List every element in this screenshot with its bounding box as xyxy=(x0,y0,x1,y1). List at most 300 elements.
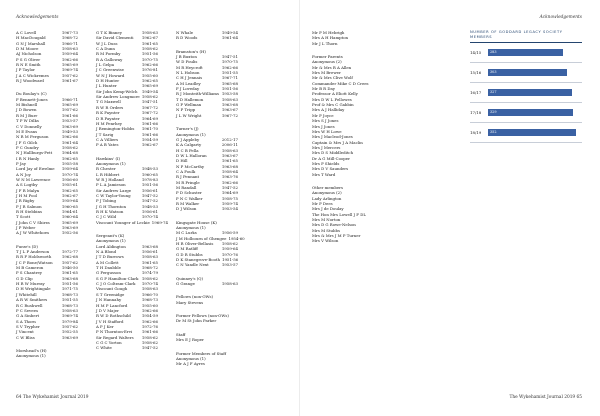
section-heading-text: Hawkins' (I) xyxy=(96,155,121,161)
donor-name: G D Clip xyxy=(16,275,33,281)
donor-years: 1955-58 xyxy=(61,160,78,166)
donor-name: Mrs A H Hampton xyxy=(312,35,349,41)
donor-name: A R W Smithers xyxy=(16,297,48,303)
donor-years: 1964-69 xyxy=(221,190,238,196)
donor-years: 1963-68 xyxy=(141,243,158,249)
donor-name: C N Yandle Next xyxy=(176,262,209,268)
donor-name: Anonymous (1) xyxy=(96,238,126,244)
donor-name: W N M Lawrence xyxy=(16,176,51,182)
donor-name: C G C Yorton xyxy=(96,339,122,345)
donor-years: 1958-75 xyxy=(221,195,238,201)
donor-years: 1962-67 xyxy=(141,142,158,148)
bar-fill: 327 xyxy=(488,89,572,96)
donor-name: P A B Yates xyxy=(96,142,119,148)
donor-years: 1972-77 xyxy=(61,249,78,255)
donor-years: 1949-53 xyxy=(61,128,78,134)
section-heading-text: Furze's (D) xyxy=(16,243,38,249)
donor-years: 1970-74 xyxy=(141,214,158,220)
donor-name: S T Greenidge xyxy=(96,291,125,297)
donor-name: Dr M St John Parker xyxy=(176,318,217,324)
donor-name: T G Maxwell xyxy=(96,99,121,105)
donor-name: A N Joy xyxy=(16,171,31,177)
donor-years: 1963-68 xyxy=(221,163,238,169)
donor-years: 1958-63 xyxy=(61,307,78,313)
donor-years: 1971-75 xyxy=(61,286,78,292)
donor-years: 1967-72 xyxy=(141,104,158,110)
donor-name: J John C V Shirra xyxy=(16,219,50,225)
section-heading-text: Quinney's (Q) xyxy=(176,275,203,281)
donor-years xyxy=(372,172,374,177)
donor-name: Mr P M Hebrigh xyxy=(312,30,345,35)
donor-name: Mrs W H Lowe xyxy=(312,128,342,134)
donor-name: J P Weber xyxy=(16,225,36,231)
donor-name: S A Thorn xyxy=(16,318,36,324)
donor-years: 1958-63 xyxy=(221,281,238,287)
donor-name: Mrs J Mercers xyxy=(312,144,341,150)
donor-years: 1968-73 xyxy=(61,302,78,308)
spacer xyxy=(176,343,238,347)
donor-years: 1962-65 xyxy=(141,78,158,84)
donor-years: 1947-51 xyxy=(221,54,238,60)
donor-years: 1970-74 xyxy=(141,281,158,287)
bar-track xyxy=(488,109,582,116)
donor-years: 1968-73 xyxy=(61,291,78,297)
donor-name: R A Galloway xyxy=(96,56,123,62)
donor-name: Mrs E J Roper xyxy=(176,337,204,343)
donor-name: C V Donnelly xyxy=(16,123,42,129)
section-heading-text: Other members xyxy=(312,184,343,190)
donor-years: 1954-60 xyxy=(228,235,245,241)
donor-years: 1959-64 xyxy=(61,198,78,204)
donor-name: C A Dunn xyxy=(96,46,115,52)
donor-name: Viscount Younger of Leckie xyxy=(96,219,150,225)
donor-years: 1968-72 xyxy=(61,35,78,41)
donor-years: 1969-74 xyxy=(151,219,168,225)
donor-years: 1965-69 xyxy=(61,102,78,108)
spacer xyxy=(312,46,374,50)
donor-name: Anonymous (1) xyxy=(176,225,206,230)
donor-years: 1947-52 xyxy=(221,184,238,190)
donor-years: 1951-55 xyxy=(61,297,78,303)
donor-name: W N J Howard xyxy=(96,72,125,78)
bar-row xyxy=(470,103,582,123)
donor-name: Mrs V Wilson xyxy=(312,238,339,244)
donor-years: 1958-63 xyxy=(61,46,78,52)
donor-years: 1947-52 xyxy=(141,345,158,351)
spacer xyxy=(176,41,238,45)
donor-name: Mr J L Thorn xyxy=(312,40,338,46)
donor-name: J L Gelpa xyxy=(96,62,115,68)
donor-name: Anonymous (2) xyxy=(312,59,342,65)
donor-years: 1958-62 xyxy=(141,46,158,52)
donor-years: 2006-11 xyxy=(221,142,238,148)
donor-years: 1967-71 xyxy=(221,75,238,81)
donor-years: 1962-66 xyxy=(61,134,78,140)
section-heading-text: Fellows (non-OWs) xyxy=(176,294,214,300)
donor-name: R M J Burr xyxy=(16,112,38,118)
bar-year: 18/19 xyxy=(470,130,482,135)
donor-name: Anonymous (1) xyxy=(16,353,46,359)
donor-name: W D Foulis xyxy=(176,59,198,65)
donor-years: 1969-74 xyxy=(61,67,78,73)
donor-name: S G P Hamilton-Clark xyxy=(96,275,139,281)
donor-years: 1962-65 xyxy=(61,187,78,193)
donor-name: C White xyxy=(96,345,112,351)
donor-name: G Fergusson xyxy=(96,270,121,276)
donor-name: R J Pennant xyxy=(176,174,200,180)
donor-name: R M Formby xyxy=(96,51,121,57)
donor-years: 1976-81 xyxy=(141,67,158,73)
donor-name: Sir Andrew Longmore xyxy=(96,94,140,100)
donor-years xyxy=(76,353,78,358)
donor-years: 1967-73 xyxy=(61,30,78,35)
donor-name: Commander Mike C D Crees xyxy=(312,80,369,86)
donor-years: 1955-60 xyxy=(141,302,158,308)
donor-name: Mr A J F Ayres xyxy=(176,361,205,367)
donor-years: 1947-52 xyxy=(141,192,158,198)
donor-name: Mrs P Shields xyxy=(312,160,340,166)
section-heading-text: Morshead's (H) xyxy=(16,347,47,353)
donor-name: P Jay xyxy=(16,160,26,166)
donor-years: 1968-73 xyxy=(141,297,158,303)
donor-name: I R N Hanly xyxy=(16,155,40,161)
folio-left: 64 The Wykehamist Journal 2019 xyxy=(16,395,89,400)
donor-name: J H M Pool xyxy=(16,192,38,198)
donor-name: F J Loveday xyxy=(176,86,200,92)
donor-name: P C Gundry xyxy=(16,144,39,150)
donor-name: J F R Malyn xyxy=(16,187,40,193)
spacer xyxy=(176,212,238,216)
donor-name: M Randall xyxy=(176,184,197,190)
donor-years: 1963-69 xyxy=(61,123,78,129)
donor-name: G T K Binney xyxy=(96,30,122,35)
donor-years: 1961-66 xyxy=(141,120,158,126)
donor-name: P L A Jamieson xyxy=(96,182,126,188)
donor-name: G N J Marshall xyxy=(16,40,46,46)
bar-track xyxy=(488,89,582,96)
donor-name: N Whale xyxy=(176,30,194,35)
donor-name: Anonymous (2) xyxy=(312,190,342,196)
donor-years: 1955-60 xyxy=(141,72,158,78)
donor-years: 1959-64 xyxy=(61,51,78,57)
donor-years: 1951-56 xyxy=(61,281,78,287)
donor-years: 1978-83 xyxy=(141,176,158,182)
donor-name: T H Daubble xyxy=(96,265,121,271)
donor-name: J C Greenwise xyxy=(96,67,124,73)
spacer xyxy=(176,286,238,290)
donor-name: Mrs J Jones xyxy=(312,123,335,129)
donor-name: T J L P Anderson xyxy=(16,249,50,255)
donor-name: A C Lovell xyxy=(16,30,37,35)
donor-name: C A Villiers xyxy=(96,136,119,142)
donor-name: J P Taylor xyxy=(16,67,35,73)
bar-track xyxy=(488,69,582,76)
donor-entry xyxy=(176,361,238,366)
donor-name: A S Logtby xyxy=(16,182,38,188)
donor-years: 1963-68 xyxy=(61,275,78,281)
donor-name: Mrs M Norton xyxy=(312,217,341,222)
donor-years: 2012-17 xyxy=(221,136,238,142)
donor-years: 1958-63 xyxy=(141,254,158,260)
donor-name: D K Stanegrove-Booth xyxy=(176,257,220,263)
donor-name: G A Sinbert xyxy=(16,313,40,319)
donor-name: G Grange xyxy=(176,281,195,287)
donor-years: 1966-70 xyxy=(141,291,158,297)
donor-years: 1970-75 xyxy=(141,56,158,62)
donor-years: 1951-56 xyxy=(141,182,158,188)
donor-name: D M Moore xyxy=(16,46,39,52)
donor-name: Mrs D S Middleditch xyxy=(312,150,354,156)
donor-years: 1966-71 xyxy=(61,40,78,46)
chart-bars xyxy=(470,43,582,143)
donor-years: 1962-66 xyxy=(61,56,78,62)
donor-name: M R Pringle xyxy=(176,179,200,185)
donor-years: 1953-57 xyxy=(61,118,78,124)
spacer xyxy=(312,177,374,181)
donor-years: 1962-66 xyxy=(141,62,158,68)
donor-column-3 xyxy=(176,30,245,367)
donor-name: Mr & Mrs R A Allen xyxy=(312,64,352,70)
spacer xyxy=(96,148,158,152)
donor-name: J D V Majer xyxy=(96,307,119,313)
donor-years: 1974-79 xyxy=(141,270,158,276)
donor-name: H M Penrhey xyxy=(96,120,122,126)
donor-name: R W R Orders xyxy=(96,104,124,110)
spacer xyxy=(16,83,78,87)
donor-name: R M Walker xyxy=(176,200,200,206)
donor-name: H C B Fella xyxy=(176,147,199,153)
donor-years: 1961-65 xyxy=(141,259,158,265)
section-heading-text: Du Boulay's (C) xyxy=(16,91,47,97)
donor-name: P C Severn xyxy=(16,307,38,313)
donor-years: 1951-55 xyxy=(221,70,238,76)
donor-years: 1963-67 xyxy=(221,152,238,158)
donor-name: Prof & Mrs C Gabbin xyxy=(312,102,354,108)
donor-years: 1956-60 xyxy=(61,176,78,182)
donor-years: 1947-51 xyxy=(141,99,158,105)
spacer xyxy=(176,305,238,309)
donor-name: Mrs D V Saunders xyxy=(312,166,349,172)
donor-years: 1951-56 xyxy=(141,51,158,57)
donor-years: 1960-65 xyxy=(61,203,78,209)
donor-years: 1958-62 xyxy=(221,241,238,247)
donor-name: Mrs T Ward xyxy=(312,171,336,177)
donor-name: Professor A Eliott Kelly xyxy=(312,91,358,97)
donor-years: 1958-63 xyxy=(141,30,158,35)
donor-name: M B Cameron xyxy=(16,265,44,271)
donor-name: P S G Oliver xyxy=(16,56,41,62)
donor-name: P J Tobing xyxy=(96,198,117,204)
donor-years: 1957-62 xyxy=(61,323,78,329)
donor-name: H R W Murray xyxy=(16,281,45,287)
donor-name: Anonymous (1) xyxy=(96,160,126,166)
donor-years: 1951-56 xyxy=(221,86,238,92)
donor-name: M C Lurks xyxy=(176,230,197,236)
donor-name: D J Wilson xyxy=(176,206,197,212)
donor-years: 1958-64 xyxy=(221,168,238,174)
donor-name: W J L Duss xyxy=(96,40,118,46)
spacer xyxy=(176,268,238,272)
bar-fill: 303 xyxy=(488,69,567,76)
donor-name: J D Bowen xyxy=(16,107,37,113)
donor-years: 1961-65 xyxy=(141,40,158,46)
donor-years: 1959-64 xyxy=(221,246,238,252)
donor-name: H M P Lancford xyxy=(96,302,128,308)
donor-years: 1947-52 xyxy=(141,198,158,204)
donor-name: G J Appleby xyxy=(176,136,200,142)
donor-name: Mrs & Mrs J M P Turner xyxy=(312,233,361,239)
donor-name: Captain & Mrs J A Maclin xyxy=(312,139,363,145)
donor-years: 1963-67 xyxy=(221,107,238,113)
donor-years: 1964-69 xyxy=(141,115,158,121)
donor-years: 1951-56 xyxy=(221,257,239,263)
donor-years: 1961-65 xyxy=(61,270,78,276)
section-heading-text: Kingsgate House (K) xyxy=(176,219,217,225)
donor-years: 1960-65 xyxy=(141,171,158,177)
donor-years: 1965-69 xyxy=(61,62,78,68)
donor-years: 1962-67 xyxy=(141,35,158,41)
donor-name: J L Hunter xyxy=(96,83,117,89)
spacer xyxy=(176,118,238,122)
donor-name: N R M Ferguson xyxy=(16,134,49,140)
donor-years: 1961-66 xyxy=(141,131,158,137)
donor-name: R Chester xyxy=(96,166,116,172)
bar-row xyxy=(470,83,582,103)
donor-name: N P Tripp xyxy=(176,107,196,113)
donor-name: D Hill xyxy=(176,158,188,164)
bar-fill: 352 xyxy=(488,129,576,136)
donor-name: Mrs J de Doulay xyxy=(312,206,344,212)
donor-name: J C P Bone/Watson xyxy=(16,259,53,265)
donor-name: S V Trypher xyxy=(16,323,40,329)
donor-years: 1961-64 xyxy=(61,139,78,145)
donor-name: P N C Walker xyxy=(176,195,203,201)
bar-fill: 329 xyxy=(488,109,573,116)
spacer xyxy=(16,340,78,344)
donor-years: 1958-62 xyxy=(141,334,158,340)
donor-name: H MacDougald xyxy=(16,35,46,41)
donor-years: 1952-55 xyxy=(61,329,78,335)
donor-name: A P J Ker xyxy=(96,323,114,329)
donor-name: J Whitehill xyxy=(16,291,37,297)
donor-years: 1962-66 xyxy=(141,318,158,324)
section-heading-text: Staff xyxy=(176,331,186,337)
donor-years: 1959-74 xyxy=(221,200,238,206)
donor-name: R D Woods xyxy=(176,35,198,41)
donor-years: 1968-72 xyxy=(141,265,158,271)
donor-name: R J Monteith-Williams xyxy=(176,91,219,97)
donor-name: C H J Jennais xyxy=(176,75,203,81)
donor-name: Mr & Mrs Clive Wolf xyxy=(312,75,353,81)
donor-years: 1961-65 xyxy=(221,158,238,164)
donor-years: 1960-64 xyxy=(61,214,78,220)
donor-years xyxy=(372,41,374,46)
donor-years: 1949-54 xyxy=(221,30,238,35)
donor-years: 1965-69 xyxy=(61,219,78,225)
donor-years: 1956-59 xyxy=(221,230,238,236)
donor-name: J R Rigby xyxy=(16,198,35,204)
donor-name: The Hon Mrs Lowell J F DL xyxy=(312,211,366,217)
donor-years: 1958-62 xyxy=(61,144,78,150)
donor-name: N J Hallburgs-Pett xyxy=(16,150,53,156)
donor-name: H R Oliver-Bellasis xyxy=(176,241,214,247)
donor-entry xyxy=(16,353,78,358)
donor-years: 1958-63 xyxy=(221,147,238,153)
donor-name: J L W Wright xyxy=(176,112,202,118)
donor-name: Sir Regard Walters xyxy=(96,334,134,340)
donor-name: N L Hobson xyxy=(176,70,200,76)
donor-years: 1958-62 xyxy=(141,275,158,281)
donor-years: 1966-71 xyxy=(61,96,78,102)
donor-years: 1963-69 xyxy=(61,334,78,340)
donor-entry xyxy=(312,238,374,243)
donor-name: G P Wellman xyxy=(176,102,202,108)
donor-name: C J O Coltram-Clark xyxy=(96,281,136,287)
donor-name: R W D Rothschild xyxy=(96,313,131,319)
donor-years xyxy=(236,300,238,305)
donor-years: 1970-75 xyxy=(221,59,238,65)
donor-name: R K Paynter xyxy=(96,110,120,116)
donor-name: P S Chantrey xyxy=(16,270,42,276)
donor-years xyxy=(372,238,374,243)
donor-name: Mary Stevens xyxy=(176,299,204,305)
donor-name: Dr A G Mill-Cooper xyxy=(312,155,350,161)
donor-years: 1958-62 xyxy=(141,339,158,345)
donor-years: 1964-68 xyxy=(61,150,78,156)
folio-right: The Wykehamist Journal 2019 65 xyxy=(509,395,582,400)
donor-name: J A C Wickremes xyxy=(16,72,49,78)
donor-name: Viscount Gough xyxy=(96,286,128,292)
donor-years: 1972-76 xyxy=(141,323,158,329)
donor-years: 1958-63 xyxy=(141,286,158,292)
donor-name: Lady Arlington xyxy=(312,195,342,201)
spacer xyxy=(16,236,78,240)
donor-entry xyxy=(96,219,168,225)
donor-years: 1959-64 xyxy=(61,166,78,172)
donor-name: Mrs J Macleod-Jones xyxy=(312,134,353,140)
donor-years: 1952-56 xyxy=(61,230,78,236)
running-head-right: Acknowledgements xyxy=(539,15,582,20)
donor-name: P J R Salmon xyxy=(16,203,42,209)
donor-years: 1948-53 xyxy=(141,166,158,172)
donor-name: M R Heycroft xyxy=(176,64,203,70)
bar-track xyxy=(488,129,582,136)
donor-years: 1957-62 xyxy=(61,72,78,78)
donor-years: 1967-72 xyxy=(221,112,238,118)
donor-name: M Bishnell xyxy=(16,102,38,108)
donor-name: Sir David Clementi xyxy=(96,35,134,41)
donor-name: R N E Smith xyxy=(16,62,41,68)
donor-column-1 xyxy=(16,30,78,359)
bar-row xyxy=(470,43,582,63)
donor-years: 1965-68 xyxy=(221,80,238,86)
page-divider xyxy=(299,0,300,416)
donor-years: 1956-61 xyxy=(141,187,158,193)
donor-name: K A Calgarty xyxy=(176,142,202,148)
donor-name: Mrs D G Rowe-Nelson xyxy=(312,222,356,228)
donor-years: 1970-74 xyxy=(61,171,78,177)
running-head-left: Acknowledgements xyxy=(16,15,59,20)
donor-years: 1962-68 xyxy=(61,254,78,260)
donor-years: 1946-50 xyxy=(61,265,78,271)
donor-name: G M Ratliff xyxy=(176,246,198,252)
donor-years: 1963-76 xyxy=(221,174,238,180)
members-chart xyxy=(470,30,582,143)
donor-years: 1961-66 xyxy=(141,329,158,335)
bar-row xyxy=(470,123,582,143)
donor-name: J Remington-Hobbs xyxy=(96,126,135,132)
donor-years: 1963-68 xyxy=(221,102,238,108)
